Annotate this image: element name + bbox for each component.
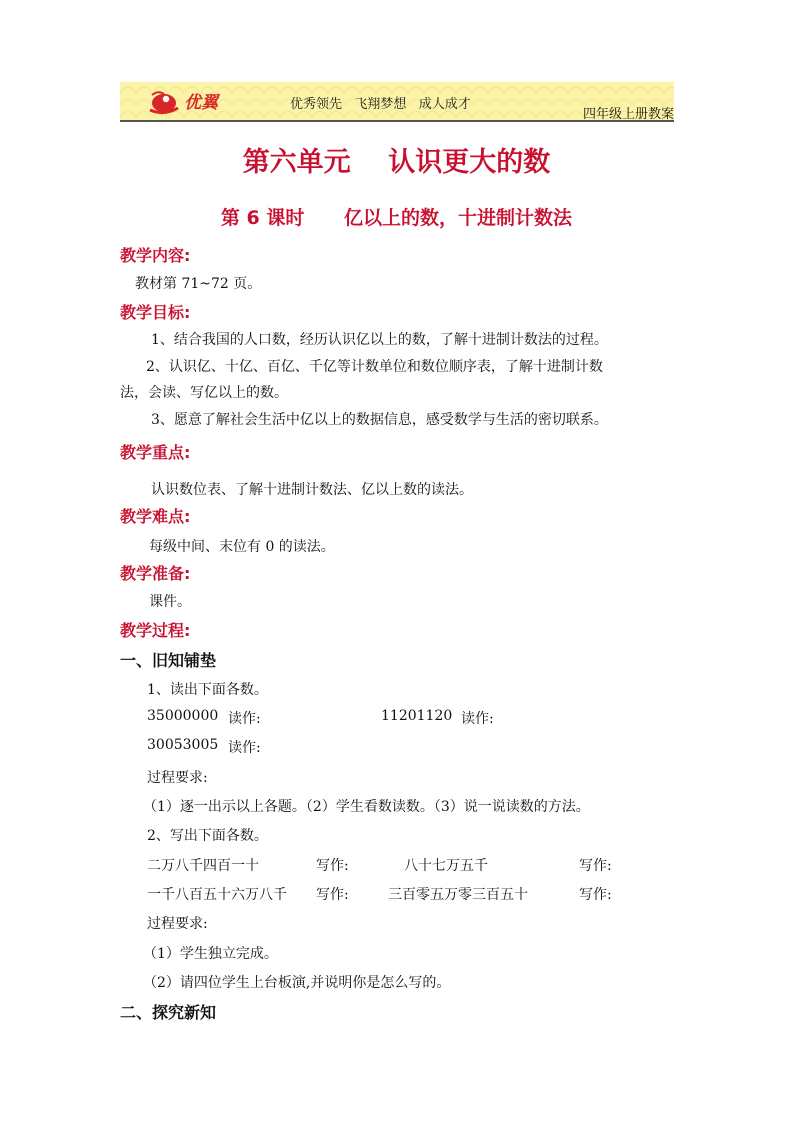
process-heading: 教学过程: — [120, 621, 191, 640]
goals-heading: 教学目标: — [120, 303, 191, 322]
write-label-2: 写作: — [579, 858, 612, 874]
lesson-title: 第 6 课时 亿以上的数，十进制计数法 — [220, 207, 573, 229]
goal-3: 3、愿意了解社会生活中亿以上的数据信息，感受数学与生活的密切联系。 — [151, 412, 608, 428]
requirement-label-2: 过程要求: — [147, 916, 208, 932]
read-label-1: 读作: — [228, 711, 261, 727]
question-2: 2、写出下面各数。 — [147, 828, 268, 844]
chinese-number-1: 二万八千四百一十 — [147, 858, 259, 874]
requirement-text-1: （1）逐一出示以上各题。（2）学生看数读数。（3）说一说读数的方法。 — [143, 799, 590, 815]
content-heading: 教学内容: — [120, 246, 191, 265]
preparation-text: 课件。 — [149, 594, 191, 610]
number-2: 11201120 — [381, 708, 453, 724]
part2-heading: 二、探究新知 — [120, 1003, 217, 1022]
grade-label: 四年级上册教案 — [582, 107, 674, 122]
chinese-number-3: 一千八百五十六万八千 — [147, 887, 287, 903]
write-label-1: 写作: — [316, 858, 349, 874]
number-1: 35000000 — [147, 708, 219, 724]
key-points-text: 认识数位表、了解十进制计数法、亿以上数的读法。 — [151, 482, 473, 498]
goal-2-line-1: 2、认识亿、十亿、百亿、千亿等计数单位和数位顺序表，了解十进制计数 — [146, 359, 603, 375]
goal-1: 1、结合我国的人口数，经历认识亿以上的数，了解十进制计数法的过程。 — [151, 332, 608, 348]
header-slogan: 优秀领先 飞翔梦想 成人成才 — [290, 97, 471, 112]
goal-2-line-2: 法，会读、写亿以上的数。 — [120, 385, 288, 401]
question-1: 1、读出下面各数。 — [147, 682, 268, 698]
preparation-heading: 教学准备: — [120, 564, 191, 583]
requirement-label-1: 过程要求: — [147, 770, 208, 786]
write-label-4: 写作: — [579, 887, 612, 903]
requirement-text-2-1: （1）学生独立完成。 — [143, 946, 278, 962]
content-text: 教材第 71~72 页。 — [135, 276, 262, 292]
logo-text: 优翼 — [184, 93, 218, 113]
youyi-logo — [142, 86, 232, 116]
key-points-heading: 教学重点: — [120, 443, 191, 462]
write-label-3: 写作: — [316, 887, 349, 903]
requirement-text-2-2: （2）请四位学生上台板演,并说明你是怎么写的。 — [143, 975, 451, 991]
part1-heading: 一、旧知铺垫 — [120, 651, 217, 670]
unit-title: 第六单元 认识更大的数 — [242, 147, 551, 178]
chinese-number-2: 八十七万五千 — [404, 858, 488, 874]
read-label-2: 读作: — [461, 711, 494, 727]
number-3: 30053005 — [147, 737, 219, 753]
read-label-3: 读作: — [228, 740, 261, 756]
difficulty-heading: 教学难点: — [120, 507, 191, 526]
chinese-number-4: 三百零五万零三百五十 — [388, 887, 528, 903]
difficulty-text: 每级中间、末位有 0 的读法。 — [149, 539, 335, 555]
